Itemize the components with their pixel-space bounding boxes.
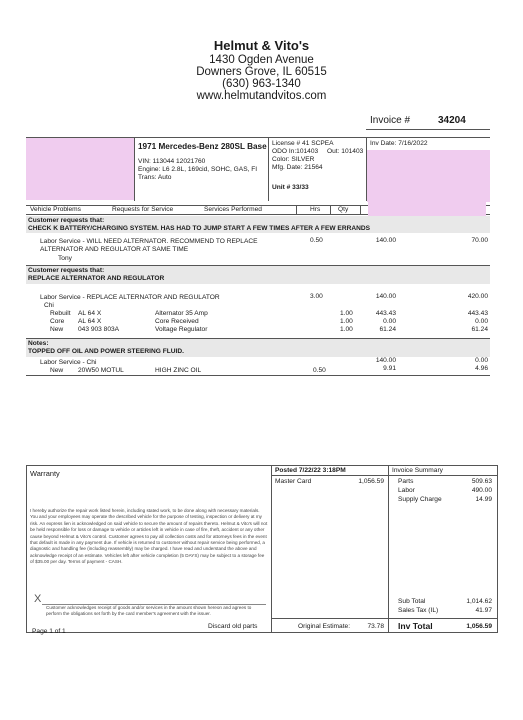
- section-3-labor: Labor Service - Chi: [40, 359, 97, 366]
- header-vehicle-problems: Vehicle Problems: [30, 206, 81, 213]
- total-label: Inv Total: [398, 621, 433, 631]
- part-description: Voltage Regulator: [155, 326, 208, 333]
- section-3-heading2: TOPPED OFF OIL AND POWER STEERING FLUID.: [28, 348, 184, 355]
- vehicle-engine: Engine: L6 2.8L, 169cid, SOHC, GAS, FI: [138, 166, 258, 173]
- summary-title: Invoice Summary: [392, 467, 443, 474]
- section-1-price: 140.00: [375, 237, 396, 244]
- summary-value: 509.63: [471, 478, 492, 485]
- part-number: AL 64 X: [78, 310, 102, 317]
- summary-label: Parts: [398, 478, 414, 485]
- estimate-label: Original Estimate:: [298, 623, 351, 630]
- header-hrs: Hrs: [310, 206, 321, 213]
- divider: [26, 375, 490, 376]
- part-type: New: [50, 367, 64, 374]
- section-2-price: 140.00: [375, 293, 396, 300]
- vehicle-odo-out: Out: 101403: [327, 148, 364, 155]
- part-type: New: [50, 326, 64, 333]
- section-2-labor: Labor Service - REPLACE ALTERNATOR AND REGULATOR: [40, 294, 220, 301]
- shop-address-line1: 1430 Ogden Avenue: [209, 54, 314, 66]
- section-1-heading1: Customer requests that:: [28, 217, 105, 224]
- vehicle-trans: Trans: Auto: [138, 174, 172, 181]
- part-number: AL 64 X: [78, 318, 102, 325]
- shop-website: www.helmutandvitos.com: [196, 90, 327, 102]
- part-description: Alternator 35 Amp: [155, 310, 208, 317]
- section-2-hrs: 3.00: [310, 293, 323, 300]
- summary-value: 14.99: [475, 496, 492, 503]
- vehicle-title: 1971 Mercedes-Benz 280SL Base: [138, 142, 267, 151]
- header-qty: Qty: [338, 206, 349, 213]
- summary-label: Supply Charge: [398, 496, 442, 503]
- vehicle-mfg-date: Mfg. Date: 21564: [272, 164, 323, 171]
- part-qty: 1.00: [340, 326, 353, 333]
- page-number: Page 1 of 1: [32, 628, 66, 635]
- subtotal-label: Sub Total: [398, 598, 426, 605]
- section-2-heading1: Customer requests that:: [28, 267, 105, 274]
- ack-text: Customer acknowledges receipt of goods and/or services in the amount shown hereon and agrees to perform the obligations set forth by the card member's agreement with the issuer.: [46, 605, 252, 617]
- payment-method: Master Card: [275, 478, 312, 485]
- summary-label: Labor: [398, 487, 415, 494]
- section-2-total: 420.00: [467, 293, 488, 300]
- part-total: 0.00: [475, 318, 488, 325]
- part-type: Core: [50, 318, 65, 325]
- section-1-hrs: 0.50: [310, 237, 323, 244]
- section-2-tech: Chi: [44, 302, 54, 309]
- section-1-labor2: ALTERNATOR AND REGULATOR AT SAME TIME: [40, 246, 189, 253]
- divider: [360, 205, 361, 215]
- discard-old-parts: Discard old parts: [208, 623, 258, 630]
- vehicle-vin: VIN: 113044 12021760: [138, 158, 206, 165]
- divider: [296, 205, 297, 215]
- vehicle-color: Color: SILVER: [272, 156, 315, 163]
- vehicle-odo-in: ODO In:101403: [272, 148, 319, 155]
- section-1-heading2: CHECK K BATTERY/CHARGING SYSTEM. HAS HAD TO JUMP START A FEW TIMES AFTER A FEW ERRANDS: [28, 225, 371, 232]
- header-requests: Requests for Service: [112, 206, 174, 213]
- part-description: HIGH ZINC OIL: [155, 367, 202, 374]
- part-price: 9.91: [383, 365, 396, 372]
- invoice-label: Invoice #: [370, 115, 411, 126]
- part-price: 61.24: [379, 326, 396, 333]
- part-total: 443.43: [467, 310, 488, 317]
- header-services-performed: Services Performed: [204, 206, 262, 213]
- section-3-total: 0.00: [475, 357, 488, 364]
- part-price: 443.43: [375, 310, 396, 317]
- payment-amount: 1,056.59: [358, 478, 384, 485]
- part-number: 043 903 803A: [78, 326, 120, 333]
- divider: [271, 618, 498, 619]
- invoice-number: 34204: [438, 115, 466, 126]
- divider: [134, 137, 135, 201]
- warranty-label: Warranty: [30, 469, 60, 478]
- section-2-heading2: REPLACE ALTERNATOR AND REGULATOR: [28, 275, 165, 282]
- part-total: 61.24: [471, 326, 488, 333]
- divider: [388, 465, 389, 633]
- posted-date: Posted 7/22/22 3:18PM: [275, 467, 346, 474]
- total-value: 1,056.59: [466, 623, 492, 630]
- section-3-price: 140.00: [375, 357, 396, 364]
- part-qty: 1.00: [340, 310, 353, 317]
- section-1-labor: Labor Service - WILL NEED ALTERNATOR. RECOMMEND TO REPLACE: [40, 238, 258, 245]
- part-description: Core Received: [155, 318, 199, 325]
- signature-x: X: [34, 593, 42, 605]
- divider: [330, 205, 331, 215]
- vehicle-unit: Unit # 33/33: [272, 184, 309, 191]
- divider: [26, 137, 490, 138]
- section-1-tech: Tony: [58, 255, 72, 262]
- vehicle-license: License # 41 SCPEA: [272, 140, 334, 147]
- authorization-text: I hereby authorize the repair work listed herein, including stated work, to be done along with necessary materials. You and your employees may operate the described vehicle for the purpose of testing, inspection or delivery at my risk. An express lien is acknowledged on said vehicle to secure the amount of repairs thereto. Helmut & Vito's will not be held responsible for loss or damage to vehicle or articles left in vehicle in case of fire, theft, accident or any other cause beyond Helmut & Vito's control. Customer agrees to pay all collection costs and for attorneys fees in the event that default is made in any payment due. If vehicle is returned to customer without repair service being performed, a diagnostic and handling fee (including reassembly) may be charged. I have read and understand the above and acknowledge receipt of an estimate. Vehicles left after vehicle completion (5 DAYS) may be subject to a storage fee of $35.00 per day. Terms of payment - CASH.: [30, 508, 268, 565]
- part-qty: 0.50: [313, 367, 326, 374]
- part-type: Rebuilt: [50, 310, 71, 317]
- invoice-date: Inv Date: 7/16/2022: [370, 140, 428, 147]
- shop-phone: (630) 963-1340: [222, 78, 301, 90]
- tax-label: Sales Tax (IL): [398, 607, 439, 614]
- section-3-heading1: Notes:: [28, 340, 49, 347]
- divider: [271, 465, 272, 633]
- part-number: 20W50 MOTUL: [78, 367, 124, 374]
- summary-value: 490.00: [471, 487, 492, 494]
- shop-address-line2: Downers Grove, IL 60515: [196, 66, 327, 78]
- inv-redaction: [367, 150, 490, 202]
- part-qty: 1.00: [340, 318, 353, 325]
- customer-redaction: [26, 138, 134, 200]
- part-price: 0.00: [383, 318, 396, 325]
- shop-name: Helmut & Vito's: [213, 38, 310, 53]
- estimate-value: 73.78: [367, 623, 384, 630]
- subtotal-value: 1,014.62: [466, 598, 492, 605]
- invoice-number-box: [366, 113, 490, 130]
- section-1-total: 70.00: [471, 237, 488, 244]
- tax-value: 41.97: [475, 607, 492, 614]
- part-total: 4.96: [475, 365, 488, 372]
- divider: [268, 137, 269, 201]
